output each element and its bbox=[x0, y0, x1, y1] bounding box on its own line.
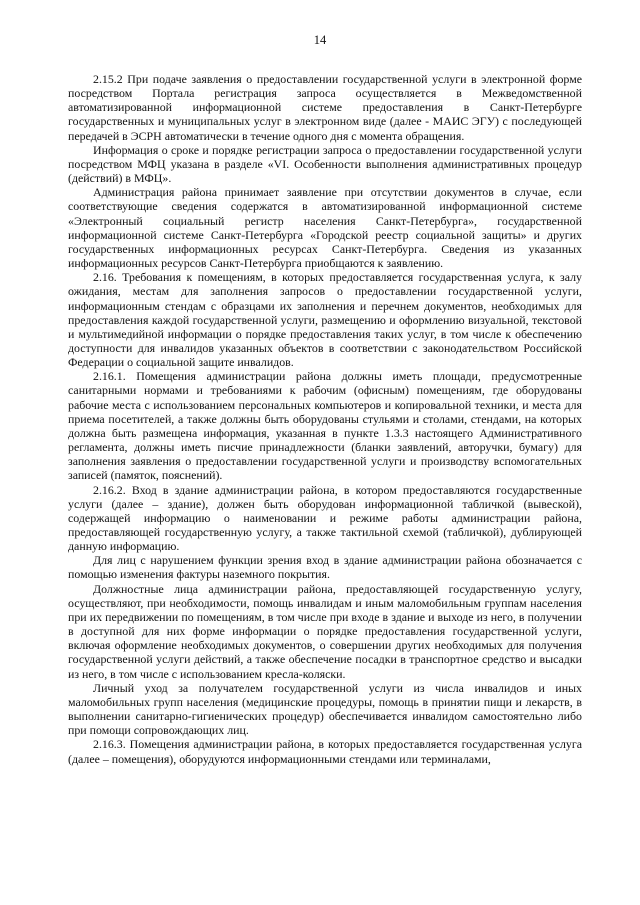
paragraph-2-15-2: 2.15.2 При подаче заявления о предоставлении государственной услуги в электронной форме посредством Портала регистрация запроса осуществляется в Межведомственной автоматизированной информационной системе предоставления в Санкт-Петербурге государственных и муниципальных услуг в электронном виде (далее - МАИС ЭГУ) с последующей передачей в ЭСРН автоматически в течение одного дня с момента обращения. bbox=[68, 72, 582, 143]
paragraph-officials-assistance: Должностные лица администрации района, предоставляющей государственную услугу, осуществляют, при необходимости, помощь инвалидам и иным маломобильным группам населения при их передвижении по помещениям, в том числе при входе в здание и выходе из него, в получении в доступной для них форме информации о порядке предоставления государственной услуги, включая оформление необходимых документов, о совершении других необходимых для получения государственной услуги действий, а также обеспечение посадки в транспортное средство и высадки из него, в том числе с использованием кресла-коляски. bbox=[68, 581, 582, 681]
document-body bbox=[68, 72, 582, 766]
paragraph-personal-care: Личный уход за получателем государственной услуги из числа инвалидов и иных маломобильных групп населения (медицинские процедуры, помощь в принятии пищи и лекарств, в выполнении санитарно-гигиенических процедур) обеспечивается инвалидом самостоятельно либо при помощи сопровождающих лиц. bbox=[68, 680, 582, 738]
page-number: 14 bbox=[313, 33, 327, 47]
paragraph-2-16: 2.16. Требования к помещениям, в которых предоставляется государственная услуга, к залу ожидания, местам для заполнения запросов о предоставлении государственной услуги, информационным стендам с образцами их заполнения и перечнем документов, необходимых для предоставления каждой государственной услуги, размещению и оформлению визуальной, текстовой и мультимедийной информации о порядке предоставления таких услуг, в том числе к обеспечению доступности для инвалидов указанных объектов в соответствии с законодательством Российской Федерации о социальной защите инвалидов. bbox=[68, 270, 582, 370]
paragraph-visually-impaired-entrance: Для лиц с нарушением функции зрения вход в здание администрации района обозначается с помощью изменения фактуры наземного покрытия. bbox=[68, 553, 582, 582]
paragraph-2-16-1: 2.16.1. Помещения администрации района должны иметь площади, предусмотренные санитарными нормами и требованиями к рабочим (офисным) помещениям, где оборудованы рабочие места с использованием персональных компьютеров и копировальной техники, и места для приема посетителей, а также должны быть оборудованы стульями и столами, стендами, на которых должна быть размещена информация, указанная в пункте 1.3.3 настоящего Административного регламента, должны иметь писчие принадлежности (бланки заявлений, авторучки, бумагу) для заполнения заявления о предоставлении государственной услуги и производству вспомогательных записей (памяток, пояснений). bbox=[68, 369, 582, 483]
paragraph-mfc-registration-info: Информация о сроке и порядке регистрации запроса о предоставлении государственной услуги посредством МФЦ указана в разделе «VI. Особенности выполнения административных процедур (действий) в МФЦ». bbox=[68, 142, 582, 186]
paragraph-2-16-3: 2.16.3. Помещения администрации района, в которых предоставляется государственная услуга (далее – помещения), оборудуются информационными стендами или терминалами, bbox=[68, 737, 582, 766]
paragraph-application-without-documents: Администрация района принимает заявление при отсутствии документов в случае, если соответствующие сведения содержатся в автоматизированной информационной системе «Электронный социальный регистр населения Санкт-Петербурга», государственной информационной системе Санкт-Петербурга «Городской реестр социальной защиты» и других государственных информационных ресурсах Санкт-Петербурга. Сведения из указанных информационных ресурсов Санкт-Петербурга приобщаются к заявлению. bbox=[68, 185, 582, 271]
paragraph-2-16-2: 2.16.2. Вход в здание администрации района, в котором предоставляются государственные услуги (далее – здание), должен быть оборудован информационной табличкой (вывеской), содержащей информацию о наименовании и режиме работы администрации района, предоставляющей государственную услугу, а также тактильной схемой (табличкой), дублирующей данную информацию. bbox=[68, 482, 582, 554]
